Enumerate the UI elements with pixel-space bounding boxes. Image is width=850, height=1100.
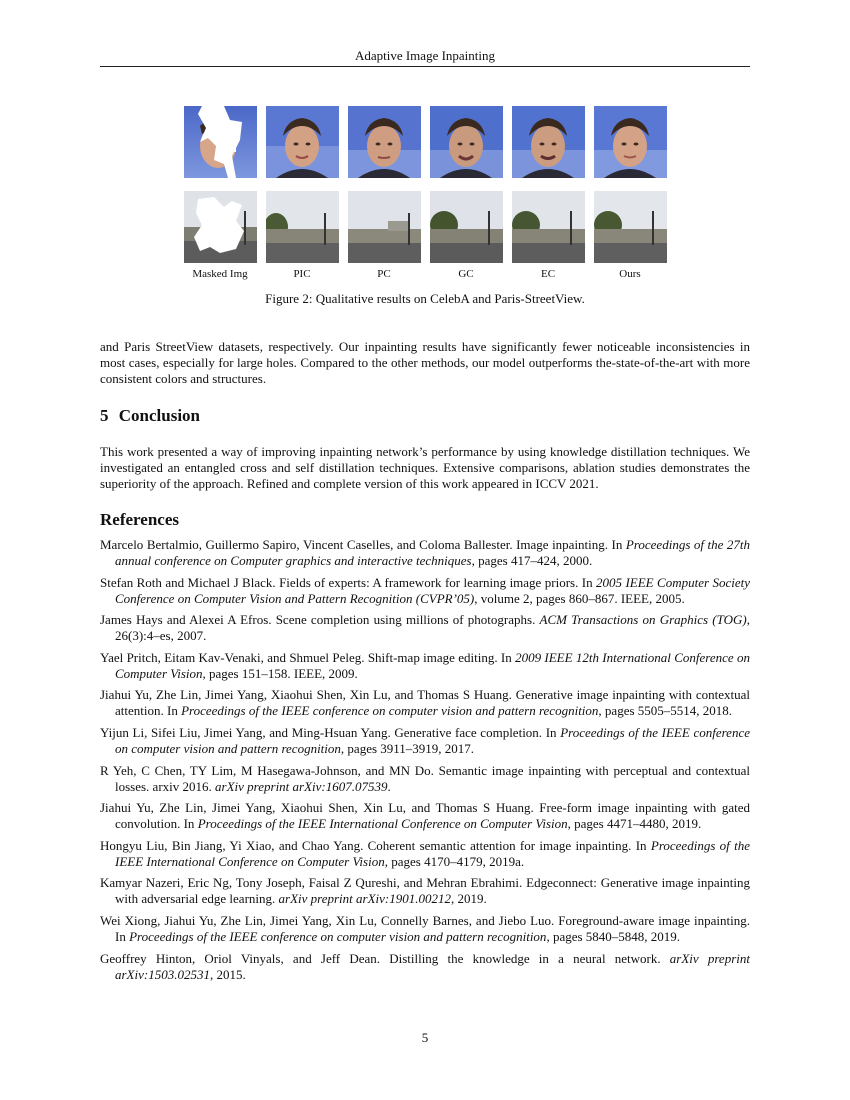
street-gc-result	[430, 191, 503, 263]
reference-item	[100, 913, 750, 945]
reference-details: , 2015.	[209, 966, 246, 982]
street-pic-result	[266, 191, 339, 263]
reference-authors-title: Geoffrey Hinton, Oriol Vinyals, and Jeff Dean. Distilling the knowledge in a neural network.	[100, 950, 670, 966]
intro-paragraph: and Paris StreetView datasets, respectively. Our inpainting results have significantly fewer noticeable inconsistencies in most cases, especially for large holes. Compared to the other methods, our model outperforms the-state-of-the-art with more consistent colors and structures.	[100, 339, 750, 386]
reference-venue: arXiv preprint arXiv:1901.00212	[278, 891, 451, 907]
reference-authors-title: Kamyar Nazeri, Eric Ng, Tony Joseph, Faisal Z Qureshi, and Mehran Ebrahimi. Edgeconnect: Generative image inpainting with adversarial edge learning.	[100, 875, 750, 907]
reference-item	[100, 612, 750, 644]
reference-venue: 2005 IEEE Computer Society Conference on Computer Vision and Pattern Recognition (CVPR’05)	[115, 574, 751, 606]
reference-details: , pages 4170–4179, 2019a.	[384, 853, 525, 869]
reference-details: , volume 2, pages 860–867. IEEE, 2005.	[474, 590, 685, 606]
street-masked-image	[184, 191, 257, 263]
column-label-pc: PC	[377, 268, 391, 280]
reference-venue: 2009 IEEE 12th International Conference on Computer Vision	[115, 649, 750, 681]
reference-details: , pages 417–424, 2000.	[471, 553, 593, 568]
face-masked-image	[184, 106, 257, 178]
reference-authors-title: Yael Pritch, Eitam Kav-Venaki, and Shmuel Peleg. Shift-map image editing. In	[100, 649, 516, 665]
reference-item	[100, 537, 750, 569]
column-label-masked: Masked Img	[192, 268, 248, 280]
reference-venue: Proceedings of the IEEE conference on computer vision and pattern recognition	[181, 703, 599, 719]
reference-item	[100, 725, 750, 757]
figure-caption: Figure 2: Qualitative results on CelebA and Paris-StreetView.	[265, 291, 585, 306]
reference-details: .	[387, 778, 391, 794]
reference-authors-title: Jiahui Yu, Zhe Lin, Jimei Yang, Xiaohui Shen, Xin Lu, and Thomas S Huang. Generative image inpainting with contextual attention. In	[100, 687, 750, 719]
reference-details: , pages 3911–3919, 2017.	[340, 740, 475, 756]
reference-item	[100, 763, 750, 795]
face-gc-result	[430, 106, 503, 178]
reference-item	[100, 875, 750, 907]
reference-authors-title: Stefan Roth and Michael J Black. Fields of experts: A framework for learning image priors. In	[100, 574, 597, 590]
conclusion-heading: 5 Conclusion	[100, 406, 200, 425]
reference-item	[100, 687, 750, 719]
column-label-pic: PIC	[293, 268, 311, 280]
running-header: Adaptive Image Inpainting	[354, 48, 496, 63]
reference-venue: Proceedings of the 27th annual conference on Computer graphics and interactive techniques	[115, 537, 750, 568]
reference-authors-title: Wei Xiong, Jiahui Yu, Zhe Lin, Jimei Yang, Xin Lu, Connelly Barnes, and Jiebo Luo. Foreground-aware image inpainting. In	[100, 912, 750, 944]
face-pic-result	[266, 106, 339, 178]
reference-authors-title: Marcelo Bertalmio, Guillermo Sapiro, Vincent Caselles, and Coloma Ballester. Image inpainting. In	[100, 537, 626, 552]
reference-venue: Proceedings of the IEEE conference on computer vision and pattern recognition	[129, 928, 547, 944]
reference-item	[100, 951, 750, 983]
reference-venue: Proceedings of the IEEE conference on computer vision and pattern recognition	[115, 724, 750, 756]
reference-authors-title: James Hays and Alexei A Efros. Scene completion using millions of photographs.	[100, 612, 540, 628]
reference-authors-title: R Yeh, C Chen, TY Lim, M Hasegawa-Johnson, and MN Do. Semantic image inpainting with perceptual and contextual losses. arxiv 2016.	[100, 762, 750, 794]
reference-details: , pages 151–158. IEEE, 2009.	[202, 665, 358, 681]
reference-venue: Proceedings of the IEEE International Conference on Computer Vision	[115, 837, 750, 869]
reference-authors-title: Jiahui Yu, Zhe Lin, Jimei Yang, Xiaohui Shen, Xin Lu, and Thomas S Huang. Free-form image inpainting with gated convolution. In	[100, 800, 750, 832]
reference-venue: arXiv preprint arXiv:1607.07539	[215, 778, 388, 794]
column-label-ours: Ours	[619, 268, 641, 280]
page-number: 5	[421, 1030, 429, 1045]
street-ours-result	[594, 191, 667, 263]
conclusion-paragraph: This work presented a way of improving inpainting network’s performance by using knowledge distillation techniques. We investigated an entangled cross and self distillation techniques. Extensive comparisons, ablation studies demonstrates the superiority of the approach. Refined and complete version of this work appeared in ICCV 2021.	[100, 444, 750, 491]
street-pc-result	[348, 191, 421, 263]
reference-list	[100, 537, 750, 988]
reference-item	[100, 800, 750, 832]
face-pc-result	[348, 106, 421, 178]
face-ours-result	[594, 106, 667, 178]
reference-details: , 2019.	[451, 891, 487, 907]
reference-item	[100, 575, 750, 607]
column-label-ec: EC	[540, 268, 556, 280]
reference-venue: Proceedings of the IEEE International Conference on Computer Vision	[197, 816, 568, 832]
reference-venue: ACM Transactions on Graphics (TOG)	[539, 612, 747, 628]
reference-venue: arXiv preprint arXiv:1503.02531	[115, 950, 750, 982]
column-label-gc: GC	[458, 268, 474, 280]
reference-details: , pages 4471–4480, 2019.	[567, 816, 702, 832]
references-heading: References	[100, 510, 179, 529]
reference-details: , pages 5505–5514, 2018.	[598, 703, 733, 719]
reference-details: , pages 5840–5848, 2019.	[546, 928, 681, 944]
street-ec-result	[512, 191, 585, 263]
reference-details: , 26(3):4–es, 2007.	[115, 612, 750, 644]
reference-item	[100, 650, 750, 682]
reference-authors-title: Hongyu Liu, Bin Jiang, Yi Xiao, and Chao Yang. Coherent semantic attention for image inpainting. In	[100, 837, 651, 853]
reference-authors-title: Yijun Li, Sifei Liu, Jimei Yang, and Ming-Hsuan Yang. Generative face completion. In	[100, 724, 561, 740]
header-rule	[100, 66, 750, 67]
reference-item	[100, 838, 750, 870]
face-ec-result	[512, 106, 585, 178]
